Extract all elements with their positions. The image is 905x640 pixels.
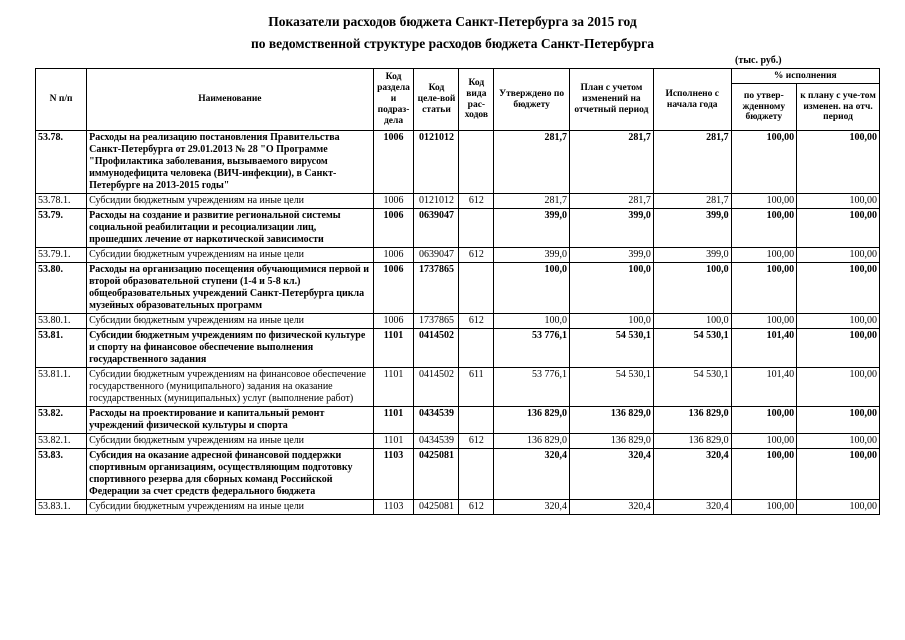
report-title-line2: по ведомственной структуре расходов бюджета Санкт-Петербурга [250, 36, 655, 51]
cell-executed: 320,4 [653, 500, 731, 515]
cell-pct-approved: 100,00 [731, 209, 796, 248]
cell-executed: 320,4 [653, 449, 731, 500]
cell-pct-plan: 100,00 [797, 194, 880, 209]
cell-approved: 281,7 [494, 131, 570, 194]
cell-executed: 281,7 [653, 131, 731, 194]
cell-approved: 399,0 [494, 209, 570, 248]
cell-approved: 100,0 [494, 314, 570, 329]
report-title-line1: Показатели расходов бюджета Санкт-Петербурга за 2015 год [268, 14, 637, 29]
cell-np: 53.81. [36, 329, 87, 368]
col-header-razdel: Код раздела и подраз-дела [373, 69, 414, 131]
cell-np: 53.78.1. [36, 194, 87, 209]
cell-name: Субсидии бюджетным учреждениям на иные цели [87, 314, 373, 329]
cell-statya: 0425081 [414, 500, 459, 515]
cell-plan: 136 829,0 [569, 407, 653, 434]
cell-statya: 0414502 [414, 368, 459, 407]
cell-pct-plan: 100,00 [797, 263, 880, 314]
table-row [36, 434, 880, 449]
table-row [36, 263, 880, 314]
cell-vid [459, 329, 494, 368]
cell-plan: 54 530,1 [569, 368, 653, 407]
cell-name: Субсидия на оказание адресной финансовой поддержки спортивным организациям, осуществляющим подготовку спортивного резерва для сборных команд Российской Федерации за счет средств федерального бюджета [87, 449, 373, 500]
cell-razdel: 1006 [373, 131, 414, 194]
cell-statya: 0434539 [414, 434, 459, 449]
cell-np: 53.82. [36, 407, 87, 434]
table-row [36, 500, 880, 515]
col-header-executed: Исполнено с начала года [653, 69, 731, 131]
col-header-name: Наименование [87, 69, 373, 131]
cell-approved: 136 829,0 [494, 434, 570, 449]
table-body [36, 131, 880, 515]
cell-plan: 281,7 [569, 194, 653, 209]
cell-executed: 100,0 [653, 314, 731, 329]
col-header-statya: Код целе-вой статьи [414, 69, 459, 131]
cell-np: 53.79.1. [36, 248, 87, 263]
cell-razdel: 1006 [373, 314, 414, 329]
cell-pct-approved: 101,40 [731, 329, 796, 368]
table-row [36, 194, 880, 209]
cell-vid: 612 [459, 434, 494, 449]
cell-pct-approved: 100,00 [731, 263, 796, 314]
table-row [36, 368, 880, 407]
cell-statya: 0639047 [414, 248, 459, 263]
cell-statya: 0434539 [414, 407, 459, 434]
cell-plan: 100,0 [569, 314, 653, 329]
cell-plan: 320,4 [569, 500, 653, 515]
cell-vid [459, 131, 494, 194]
cell-executed: 100,0 [653, 263, 731, 314]
cell-statya: 1737865 [414, 314, 459, 329]
cell-executed: 136 829,0 [653, 407, 731, 434]
cell-np: 53.83.1. [36, 500, 87, 515]
cell-statya: 1737865 [414, 263, 459, 314]
cell-pct-approved: 100,00 [731, 248, 796, 263]
cell-np: 53.80.1. [36, 314, 87, 329]
cell-pct-plan: 100,00 [797, 368, 880, 407]
cell-pct-approved: 100,00 [731, 500, 796, 515]
cell-np: 53.81.1. [36, 368, 87, 407]
cell-vid: 612 [459, 500, 494, 515]
table-row [36, 329, 880, 368]
cell-name: Субсидии бюджетным учреждениям на финансовое обеспечение государственного (муниципального) задания на оказание государственных (муниципальных) услуг (выполнение работ) [87, 368, 373, 407]
cell-plan: 399,0 [569, 248, 653, 263]
cell-approved: 399,0 [494, 248, 570, 263]
cell-plan: 136 829,0 [569, 434, 653, 449]
cell-pct-plan: 100,00 [797, 131, 880, 194]
table-row [36, 407, 880, 434]
budget-table [35, 68, 880, 515]
cell-pct-approved: 100,00 [731, 194, 796, 209]
cell-executed: 54 530,1 [653, 329, 731, 368]
cell-pct-plan: 100,00 [797, 500, 880, 515]
cell-pct-approved: 100,00 [731, 449, 796, 500]
cell-vid [459, 263, 494, 314]
col-header-pct-plan: к плану с уче-том изменен. на отч. период [797, 84, 880, 131]
cell-statya: 0639047 [414, 209, 459, 248]
cell-vid [459, 449, 494, 500]
cell-vid: 612 [459, 194, 494, 209]
cell-approved: 100,0 [494, 263, 570, 314]
cell-vid: 612 [459, 248, 494, 263]
col-header-vid: Код вида рас-ходов [459, 69, 494, 131]
cell-razdel: 1006 [373, 248, 414, 263]
cell-np: 53.83. [36, 449, 87, 500]
cell-name: Субсидии бюджетным учреждениям на иные цели [87, 194, 373, 209]
cell-razdel: 1006 [373, 263, 414, 314]
cell-approved: 320,4 [494, 449, 570, 500]
cell-np: 53.82.1. [36, 434, 87, 449]
cell-vid [459, 407, 494, 434]
cell-pct-plan: 100,00 [797, 407, 880, 434]
cell-name: Субсидии бюджетным учреждениям на иные цели [87, 434, 373, 449]
cell-pct-approved: 100,00 [731, 434, 796, 449]
table-row [36, 209, 880, 248]
cell-pct-approved: 101,40 [731, 368, 796, 407]
cell-statya: 0121012 [414, 194, 459, 209]
cell-executed: 399,0 [653, 209, 731, 248]
cell-statya: 0414502 [414, 329, 459, 368]
units-label: (тыс. руб.) [735, 55, 782, 66]
cell-approved: 53 776,1 [494, 368, 570, 407]
cell-razdel: 1101 [373, 329, 414, 368]
cell-executed: 136 829,0 [653, 434, 731, 449]
cell-pct-plan: 100,00 [797, 248, 880, 263]
col-header-pct-approved: по утвер-жденному бюджету [731, 84, 796, 131]
cell-razdel: 1103 [373, 449, 414, 500]
cell-razdel: 1101 [373, 368, 414, 407]
cell-vid [459, 209, 494, 248]
cell-name: Расходы на организацию посещения обучающимися первой и второй образовательной ступени (1-4 и 5-8 кл.) общеобразовательных учреждений Санкт-Петербурга цикла музейных образовательных программ [87, 263, 373, 314]
cell-executed: 54 530,1 [653, 368, 731, 407]
col-header-plan: План с учетом изменений на отчетный период [569, 69, 653, 131]
cell-vid: 611 [459, 368, 494, 407]
table-row [36, 131, 880, 194]
col-header-np: N п/п [36, 69, 87, 131]
cell-plan: 281,7 [569, 131, 653, 194]
cell-name: Расходы на проектирование и капитальный ремонт учреждений физической культуры и спорта [87, 407, 373, 434]
cell-pct-approved: 100,00 [731, 314, 796, 329]
table-row [36, 314, 880, 329]
cell-pct-approved: 100,00 [731, 131, 796, 194]
cell-pct-plan: 100,00 [797, 329, 880, 368]
cell-name: Субсидии бюджетным учреждениям на иные цели [87, 500, 373, 515]
col-header-approved: Утверждено по бюджету [494, 69, 570, 131]
cell-pct-approved: 100,00 [731, 407, 796, 434]
cell-pct-plan: 100,00 [797, 434, 880, 449]
table-row [36, 449, 880, 500]
cell-plan: 399,0 [569, 209, 653, 248]
cell-pct-plan: 100,00 [797, 449, 880, 500]
cell-np: 53.79. [36, 209, 87, 248]
cell-plan: 320,4 [569, 449, 653, 500]
cell-executed: 399,0 [653, 248, 731, 263]
cell-approved: 281,7 [494, 194, 570, 209]
cell-plan: 100,0 [569, 263, 653, 314]
cell-executed: 281,7 [653, 194, 731, 209]
cell-name: Расходы на реализацию постановления Правительства Санкт-Петербурга от 29.01.2013 № 28 "О Программе "Профилактика заболевания, вызываемого вирусом иммунодефицита человека (ВИЧ-инфекции), в Санкт-Петербурге на 2013-2015 годы" [87, 131, 373, 194]
cell-razdel: 1101 [373, 434, 414, 449]
cell-name: Субсидии бюджетным учреждениям на иные цели [87, 248, 373, 263]
cell-pct-plan: 100,00 [797, 314, 880, 329]
cell-vid: 612 [459, 314, 494, 329]
cell-approved: 320,4 [494, 500, 570, 515]
cell-razdel: 1103 [373, 500, 414, 515]
cell-pct-plan: 100,00 [797, 209, 880, 248]
cell-razdel: 1006 [373, 194, 414, 209]
cell-approved: 136 829,0 [494, 407, 570, 434]
cell-plan: 54 530,1 [569, 329, 653, 368]
cell-np: 53.80. [36, 263, 87, 314]
cell-statya: 0425081 [414, 449, 459, 500]
table-row [36, 248, 880, 263]
col-header-pct-group: % исполнения [731, 69, 879, 84]
cell-razdel: 1101 [373, 407, 414, 434]
cell-np: 53.78. [36, 131, 87, 194]
cell-statya: 0121012 [414, 131, 459, 194]
cell-approved: 53 776,1 [494, 329, 570, 368]
cell-name: Расходы на создание и развитие региональной системы социальной реабилитации и ресоциализации лиц, прошедших лечение от наркотической зависимости [87, 209, 373, 248]
cell-razdel: 1006 [373, 209, 414, 248]
cell-name: Субсидии бюджетным учреждениям по физической культуре и спорту на финансовое обеспечение выполнения государственного задания [87, 329, 373, 368]
